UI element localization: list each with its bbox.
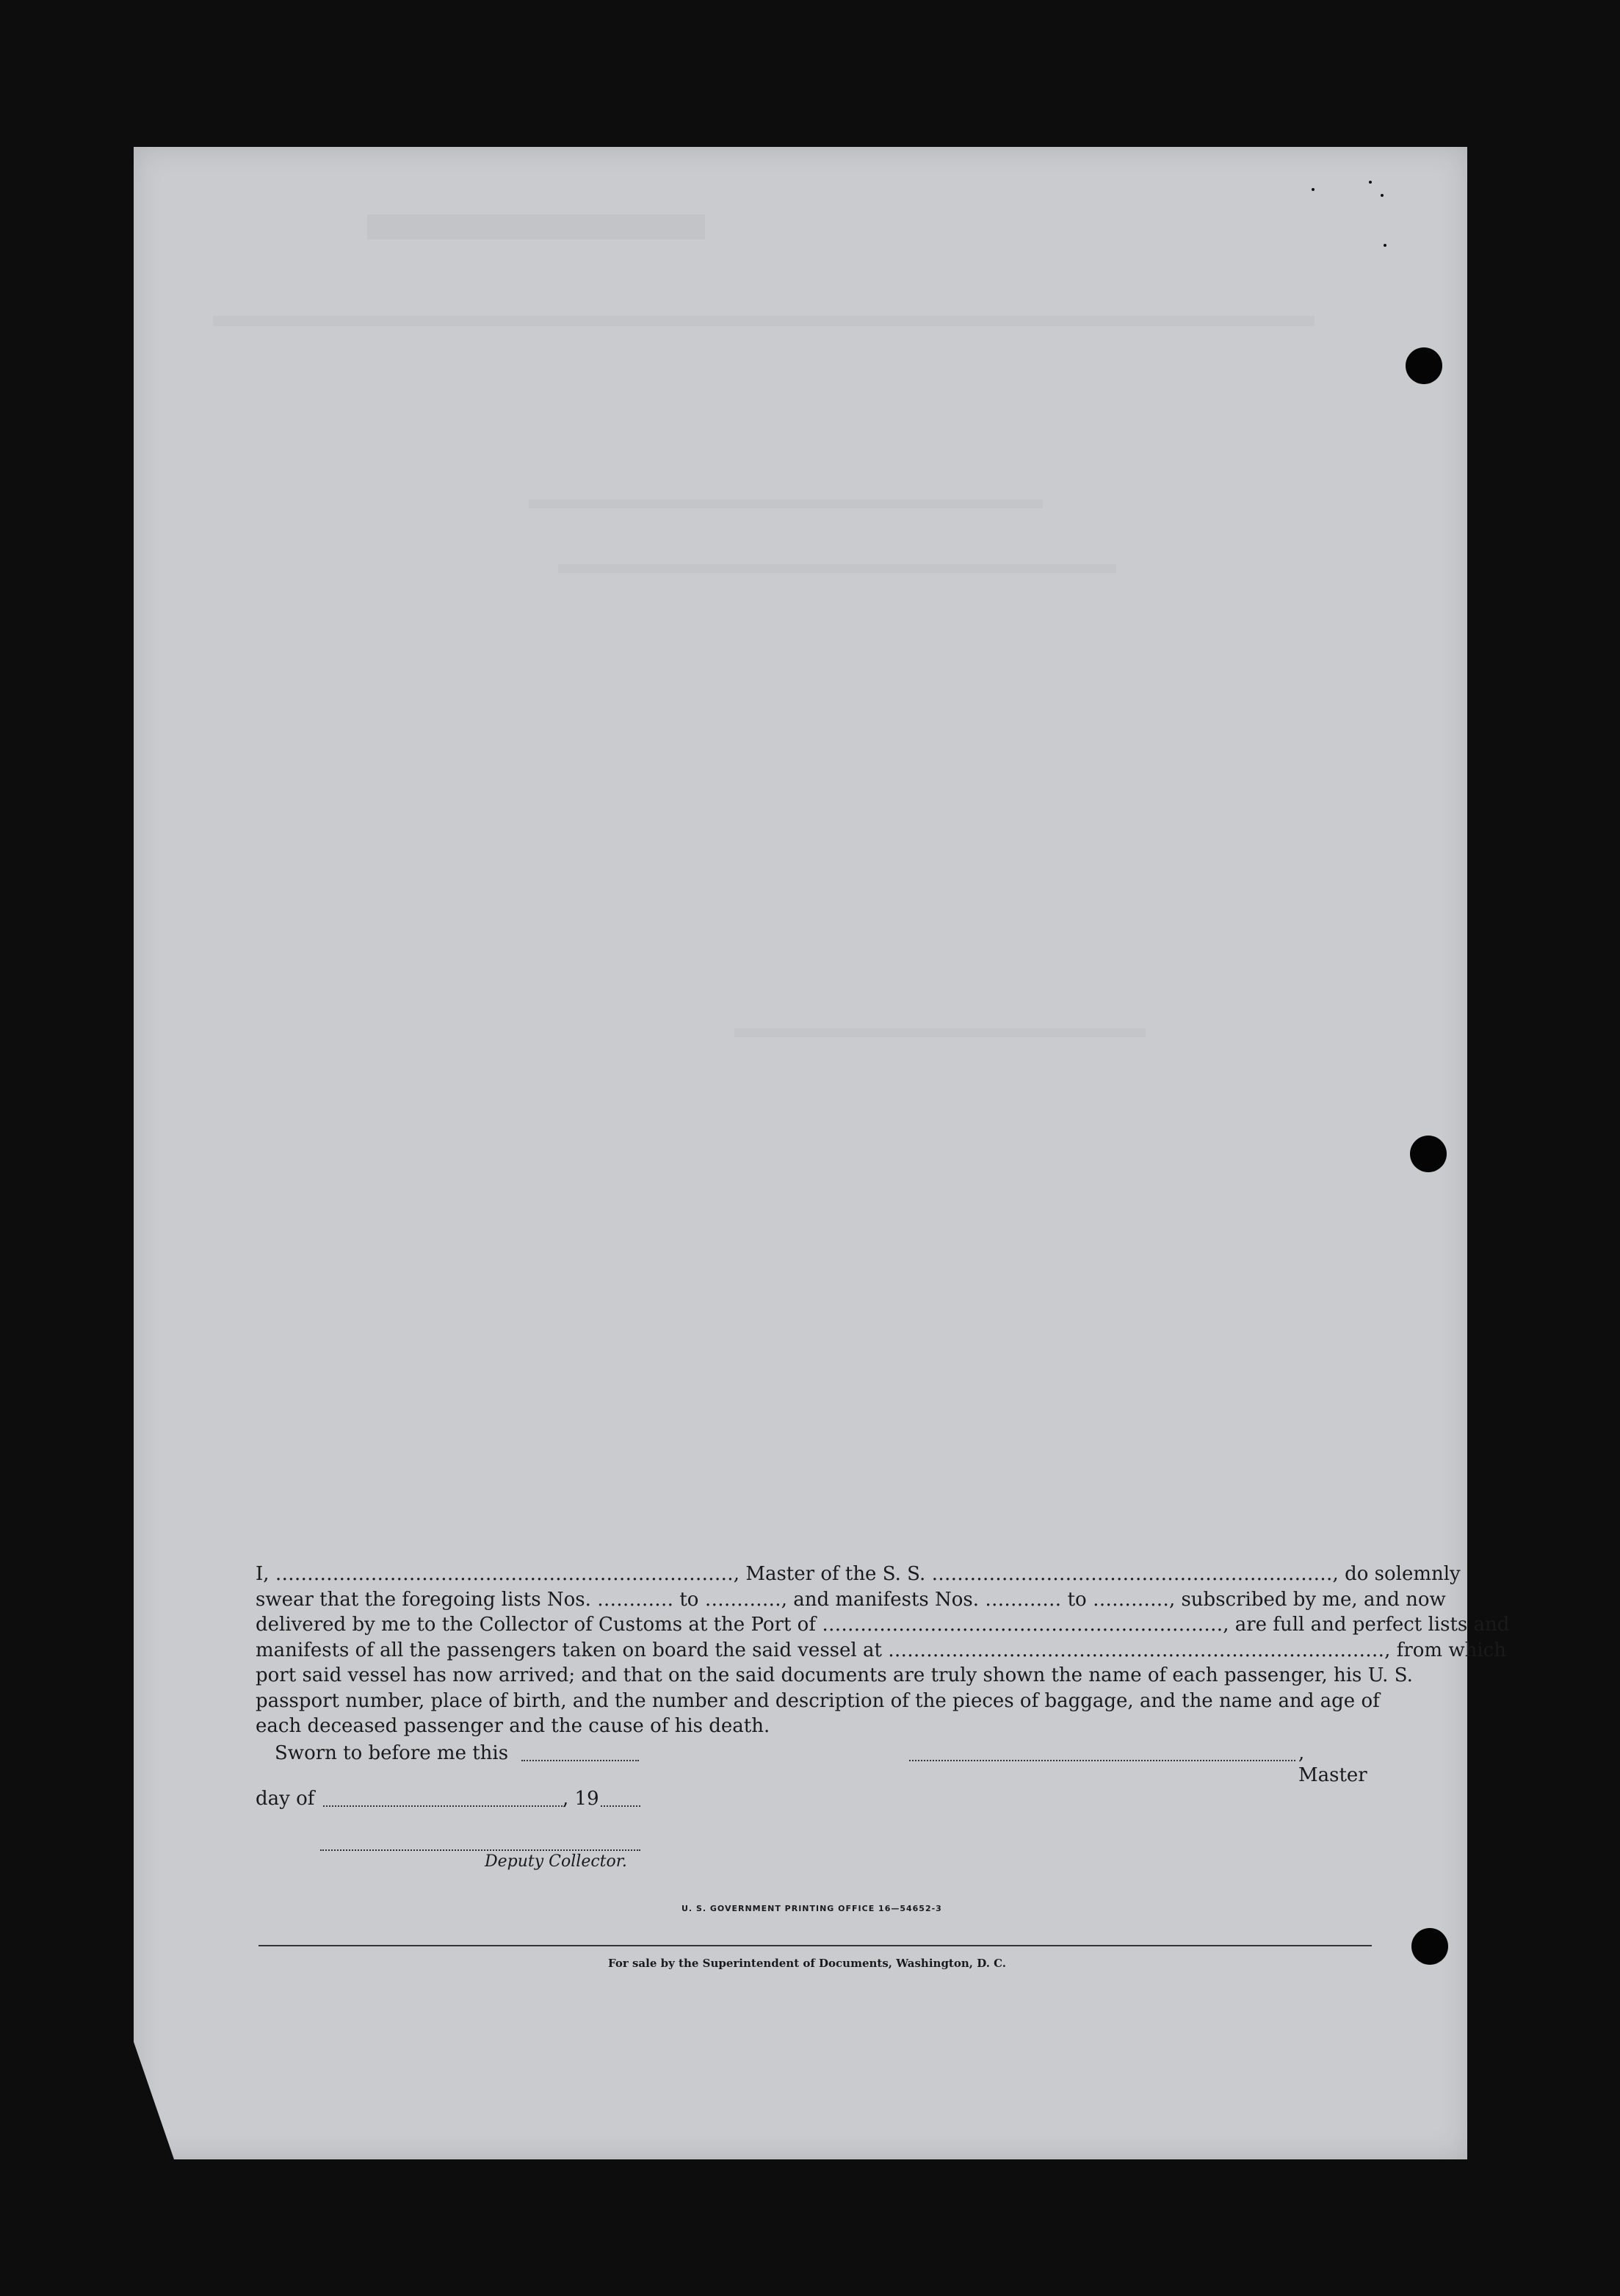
speck xyxy=(1384,244,1386,247)
year-field[interactable] xyxy=(601,1805,640,1807)
sworn-label: Sworn to before me this xyxy=(275,1742,509,1764)
oath-line: delivered by me to the Collector of Customs at the Port of ………………………………………………………, are full and perfect lists and xyxy=(256,1614,1510,1636)
bleed-through-row xyxy=(529,499,1043,508)
gpo-imprint: U. S. GOVERNMENT PRINTING OFFICE 16—54652-3 xyxy=(681,1904,942,1913)
sworn-date-field[interactable] xyxy=(521,1760,639,1761)
bleed-through-row xyxy=(734,1028,1146,1037)
bleed-through-header xyxy=(367,214,705,239)
oath-line: each deceased passenger and the cause of his death. xyxy=(256,1715,770,1737)
bleed-through-row xyxy=(558,564,1116,573)
punch-hole xyxy=(1411,1928,1448,1965)
speck xyxy=(1369,181,1372,184)
year-label: , 19 xyxy=(563,1788,599,1810)
sale-notice: For sale by the Superintendent of Documents, Washington, D. C. xyxy=(608,1957,1007,1970)
day-of-field[interactable] xyxy=(323,1805,565,1807)
speck xyxy=(1312,188,1315,191)
oath-line: port said vessel has now arrived; and that on the said documents are truly shown the name of each passenger, his U. S. xyxy=(256,1664,1413,1686)
footer-rule xyxy=(258,1945,1372,1946)
oath-line: manifests of all the passengers taken on board the said vessel at ……………………………………………………………………, from which xyxy=(256,1639,1506,1661)
deputy-collector-label: Deputy Collector. xyxy=(485,1852,627,1871)
day-of-label: day of xyxy=(256,1788,315,1810)
master-signature-field[interactable] xyxy=(909,1760,1295,1761)
deputy-signature-field[interactable] xyxy=(320,1849,640,1851)
bleed-through-row xyxy=(213,316,1315,326)
manifest-page xyxy=(134,147,1510,2159)
oath-line: I, ………………………………………………………………, Master of the S. S. ………………………………………………………, do solemnly xyxy=(256,1563,1461,1585)
master-label: , Master xyxy=(1298,1742,1367,1786)
speck xyxy=(1381,194,1384,197)
punch-hole xyxy=(1410,1136,1447,1172)
oath-line: swear that the foregoing lists Nos. ………… to …………, and manifests Nos. ………… to …………, subscribed by me, and now xyxy=(256,1588,1446,1611)
punch-hole xyxy=(1406,347,1442,384)
oath-paragraph xyxy=(256,1562,1510,1739)
oath-line: passport number, place of birth, and the number and description of the pieces of baggage, and the name and age of xyxy=(256,1689,1380,1712)
